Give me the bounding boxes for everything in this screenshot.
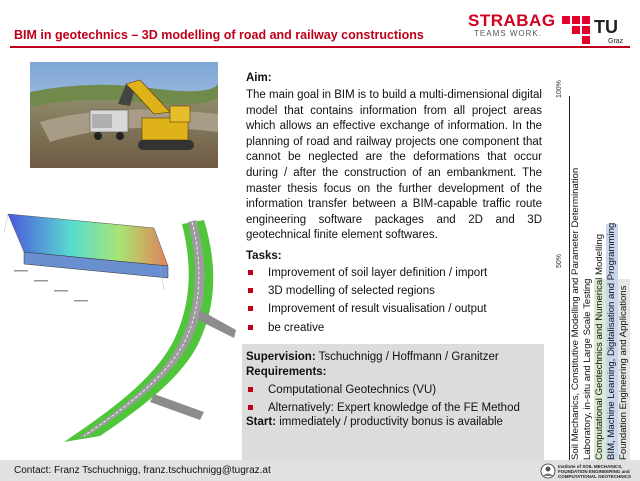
aim-heading: Aim:	[246, 72, 272, 84]
bullet-icon	[248, 306, 253, 311]
tasks-heading: Tasks:	[246, 250, 282, 262]
aim-text: The main goal in BIM is to build a multi-dimensional digital model that contains information from all project areas which allows an effective exchange of information. In the planning of road and railway projects one component that cannot be neglected are the deformations that occur during / after the construction of an embankment. The master thesis focus on the further development of the information transfer between a BIM-capable traffic route engineering software packages and 2D and 3D geotechnical finite element softwares.	[246, 89, 542, 242]
bullet-icon	[248, 405, 253, 410]
institute-logo	[540, 462, 636, 480]
tu-logo-sub: Graz	[608, 38, 624, 44]
contact-text: Contact: Franz Tschuchnigg, franz.tschuchnigg@tugraz.at	[14, 465, 271, 476]
tasks-list	[246, 264, 546, 337]
supervision-line	[246, 351, 499, 363]
strabag-logo-tagline: TEAMS WORK.	[474, 29, 542, 38]
start-value: immediately / productivity bonus is available	[276, 416, 503, 428]
strabag-logo	[468, 11, 556, 39]
task-text: Improvement of soil layer definition / import	[268, 267, 488, 279]
bullet-icon	[248, 325, 253, 330]
list-item	[246, 282, 546, 300]
strabag-logo-name: STRABAG	[468, 11, 556, 30]
list-item	[246, 381, 546, 399]
bullet-icon	[248, 288, 253, 293]
page-title: BIM in geotechnics – 3D modelling of road and railway constructions	[14, 28, 424, 42]
task-text: be creative	[268, 321, 325, 334]
focus-bar-label-1: Soil Mechanics, Constitutive Modelling and Parameter Determination	[570, 167, 581, 460]
bullet-icon	[248, 387, 253, 392]
list-item	[246, 300, 546, 318]
supervision-value: Tschuchnigg / Hoffmann / Granitzer	[315, 351, 499, 363]
supervision-label: Supervision:	[246, 351, 316, 363]
focus-bar-label-5: Foundation Engineering and Applications	[618, 285, 629, 460]
bullet-icon	[248, 270, 253, 275]
start-line	[246, 416, 503, 428]
requirements-heading: Requirements:	[246, 366, 327, 378]
list-item	[246, 264, 546, 282]
requirement-text: Computational Geotechnics (VU)	[268, 384, 437, 396]
institute-line: COMPUTATIONAL GEOTECHNICS	[558, 474, 631, 479]
task-text: Improvement of result visualisation / output	[268, 303, 487, 316]
tu-logo-text: TU	[594, 17, 618, 37]
list-item	[246, 399, 546, 417]
start-label: Start:	[246, 416, 277, 428]
road-3d-model-figure	[4, 180, 238, 450]
focus-bars	[560, 88, 634, 464]
institute-line: Institute of SOIL MECHANICS,	[558, 464, 623, 469]
list-item	[246, 319, 546, 337]
focus-bar-label-3: Computational Geotechnics and Numerical Modelling	[594, 233, 605, 460]
institute-line: FOUNDATION ENGINEERING and	[558, 469, 630, 474]
pct-100-label: 100%	[556, 80, 563, 98]
pct-50-label: 50%	[556, 253, 563, 268]
tu-graz-logo	[562, 14, 632, 44]
header-rule	[10, 46, 630, 48]
excavator-photo	[30, 62, 218, 168]
requirement-text: Alternatively: Expert knowledge of the FE Method	[268, 402, 520, 415]
focus-bar-label-4: BIM, Machine Learning, Digitalisation and Programming	[606, 222, 617, 460]
requirements-list	[246, 381, 546, 417]
institute-emblem-icon	[540, 463, 556, 479]
institute-text	[558, 464, 631, 479]
scale-axis	[569, 96, 570, 462]
focus-bar-label-2: Laboratory, in-situ and Large Scale Testing	[582, 278, 593, 460]
task-text: 3D modelling of selected regions	[268, 285, 435, 298]
